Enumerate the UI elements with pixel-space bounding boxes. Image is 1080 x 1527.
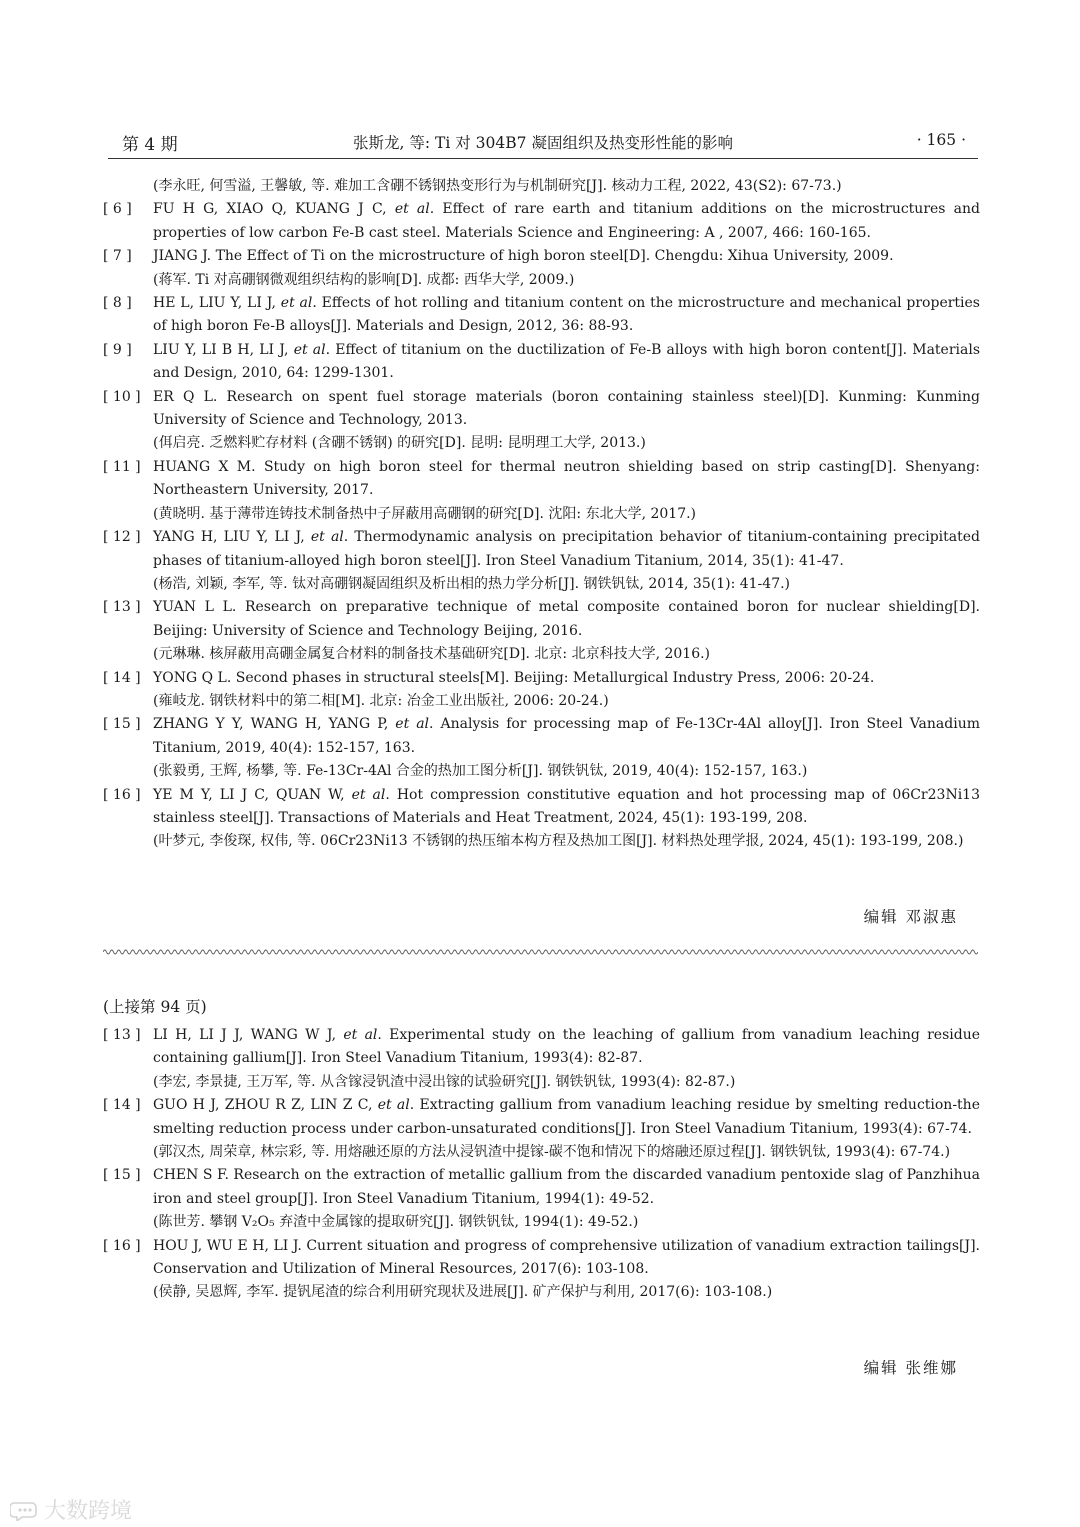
reference-item [100,456,980,526]
reference-item [100,386,980,456]
watermark [10,1494,132,1525]
reference-details: . Analysis for processing map of Fe-13Cr-4Al alloy[J]. Iron Steel Vanadium Titanium, 2019, 40(4): 152-157, 163. [153,716,981,756]
reference-list-bottom [100,1024,980,1305]
reference-english [153,1024,980,1071]
reference-authors: ER Q L. Research on spent fuel storage materials (boron containing stainless steel)[D]. Kunming: Kunming University of Science and Technology, 2013. [153,388,980,429]
reference-authors: HOU J, WU E H, LI J. Current situation and progress of comprehensive utilization of vanadium extraction tailings[J]. Conservation and Utilization of Mineral Resources, 2017(6): 103-108. [153,1237,980,1278]
reference-chinese: (张毅勇, 王辉, 杨攀, 等. Fe-13Cr-4Al 合金的热加工图分析[J]. 钢铁钒钛, 2019, 40(4): 152-157, 163.) [153,763,808,780]
reference-authors: GUO H J, ZHOU R Z, LIN Z C, [153,1097,378,1114]
reference-number: [ 15 ] [103,716,141,733]
reference-chinese: (雍岐龙. 钢铁材料中的第二相[M]. 北京: 冶金工业出版社, 2006: 20-24.) [153,692,609,709]
reference-english [153,1164,980,1211]
reference-english [153,784,980,831]
reference-authors: HE L, LIU Y, LI J, [153,295,281,312]
reference-details: . Effect of rare earth and titanium additions on the microstructures and properties of low carbon Fe-B cast steel. Materials Science and Engineering: A , 2007, 466: 160-165. [153,201,980,241]
reference-authors: YE M Y, LI J C, QUAN W, [153,786,352,803]
reference-number: [ 7 ] [103,248,132,265]
reference-english [153,292,980,339]
reference-authors: LIU Y, LI B H, LI J, [153,341,294,358]
reference-number: [ 16 ] [103,1237,141,1254]
reference-english [153,245,980,268]
reference-item [100,245,980,292]
editor-credit: 编辑 张维娜 [863,1359,958,1377]
reference-number: [ 14 ] [103,669,141,686]
et-al-italic: et al [343,1027,378,1043]
reference-item [100,175,980,198]
reference-number: [ 13 ] [103,599,141,616]
section-divider [103,947,978,957]
reference-item [100,339,980,386]
reference-details: . Effect of titanium on the ductilization of Fe-B alloys with high boron content[J]. Materials and Design, 2010, 64: 1299-1301. [153,341,981,382]
reference-chinese: (黄晓明. 基于薄带连铸技术制备热中子屏蔽用高硼钢的研究[D]. 沈阳: 东北大学, 2017.) [153,505,697,522]
reference-chinese: (叶梦元, 李俊琛, 权伟, 等. 06Cr23Ni13 不锈钢的热压缩本构方程及热加工图[J]. 材料热处理学报, 2024, 45(1): 193-199, 208.) [153,833,964,850]
reference-number: [ 13 ] [103,1027,141,1043]
reference-english [153,596,980,643]
reference-authors: FU H G, XIAO Q, KUANG J C, [153,201,395,218]
reference-number: [ 15 ] [103,1167,141,1184]
running-header [108,128,978,158]
reference-item [100,1024,980,1094]
reference-details: . Hot compression constitutive equation and hot processing map of 06Cr23Ni13 stainless steel[J]. Transactions of Materials and Heat Treatment, 2024, 45(1): 193-199, 208. [153,786,980,826]
reference-authors: JIANG J. The Effect of Ti on the microstructure of high boron steel[D]. Chengdu: Xihua University, 2009. [153,248,894,265]
reference-number: [ 9 ] [103,341,132,358]
reference-item [100,713,980,783]
reference-authors: YANG H, LIU Y, LI J, [153,529,311,546]
reference-item [100,1094,980,1164]
reference-details: . Extracting gallium from vanadium leaching residue by smelting reduction-the smelting reduction process under carbon-unsaturated conditions[J]. Iron Steel Vanadium Titanium, 1993(4): 67-74. [153,1097,980,1137]
reference-english [153,526,980,573]
reference-authors: YONG Q L. Second phases in structural steels[M]. Beijing: Metallurgical Industry Press, 2006: 20-24. [153,669,875,686]
continued-heading: (上接第 94 页) [103,998,207,1016]
reference-authors: HUANG X M. Study on high boron steel for thermal neutron shielding based on strip casting[D]. Shenyang: Northeastern University, 2017. [153,458,980,499]
reference-english [153,667,980,690]
reference-chinese: (侯静, 吴恩辉, 李军. 提钒尾渣的综合利用研究现状及进展[J]. 矿产保护与利用, 2017(6): 103-108.) [153,1284,773,1301]
reference-english [153,456,980,503]
reference-item [100,526,980,596]
et-al-italic: et al [394,201,430,218]
reference-item [100,596,980,666]
header-rule [108,158,978,159]
reference-number: [ 10 ] [103,388,141,405]
issue-number: 第 4 期 [122,135,178,155]
reference-authors: LI H, LI J J, WANG W J, [153,1027,344,1043]
reference-item [100,784,980,854]
running-title: 张斯龙, 等: Ti 对 304B7 凝固组织及热变形性能的影响 [353,134,733,152]
reference-details: . Thermodynamic analysis on precipitation behavior of titanium-containing precipitated phases of titanium-alloyed high boron steel[J]. Iron Steel Vanadium Titanium, 2014, 35(1): 41-47. [153,529,980,569]
reference-number: [ 6 ] [103,201,132,218]
reference-chinese: (佴启亮. 乏燃料贮存材料 (含硼不锈钢) 的研究[D]. 昆明: 昆明理工大学, 2013.) [153,435,646,452]
editor-credit: 编辑 邓淑惠 [863,908,958,926]
reference-authors: ZHANG Y Y, WANG H, YANG P, [153,716,396,733]
et-al-italic: et al [293,341,326,358]
page-number: · 165 · [916,131,966,149]
reference-number: [ 14 ] [103,1097,141,1114]
reference-chinese: (陈世芳. 攀钢 V₂O₅ 弃渣中金属镓的提取研究[J]. 钢铁钒钛, 1994(1): 49-52.) [153,1214,639,1231]
reference-item [100,667,980,714]
reference-chinese: (李永旺, 何雪溢, 王馨敏, 等. 难加工含硼不锈钢热变形行为与机制研究[J]. 核动力工程, 2022, 43(S2): 67-73.) [153,178,842,194]
reference-chinese: (杨浩, 刘颖, 李军, 等. 钛对高硼钢凝固组织及析出相的热力学分析[J]. 钢铁钒钛, 2014, 35(1): 41-47.) [153,575,791,592]
reference-details: . Effects of hot rolling and titanium content on the microstructure and mechanical properties of high boron Fe-B alloys[J]. Materials and Design, 2012, 36: 88-93. [153,295,980,335]
et-al-italic: et al [395,716,430,733]
reference-authors: CHEN S F. Research on the extraction of metallic gallium from the discarded vanadium pentoxide slag of Panzhihua iron and steel group[J]. Iron Steel Vanadium Titanium, 1994(1): 49-52. [153,1167,980,1207]
reference-english [153,386,980,433]
reference-list-top [100,175,980,854]
et-al-italic: et al [351,786,386,803]
reference-item [100,1164,980,1234]
reference-number: [ 12 ] [103,529,141,546]
reference-authors: YUAN L L. Research on preparative technique of metal composite contained boron for nuclear shielding[D]. Beijing: University of Science and Technology Beijing, 2016. [153,599,980,639]
et-al-italic: et al [310,529,344,546]
reference-item [100,1235,980,1305]
reference-chinese: (李宏, 李景捷, 王万军, 等. 从含镓浸钒渣中浸出镓的试验研究[J]. 钢铁钒钛, 1993(4): 82-87.) [153,1073,736,1090]
reference-english [153,198,980,245]
reference-number: [ 11 ] [103,458,141,475]
et-al-italic: et al [377,1097,410,1114]
et-al-italic: et al [280,295,313,312]
reference-number: [ 8 ] [103,295,132,312]
reference-english [153,339,980,386]
reference-details: . Experimental study on the leaching of gallium from vanadium leaching residue containing gallium[J]. Iron Steel Vanadium Titanium, 1993(4): 82-87. [153,1027,981,1067]
reference-english [153,1094,980,1141]
reference-chinese: (元琳琳. 核屏蔽用高硼金属复合材料的制备技术基础研究[D]. 北京: 北京科技大学, 2016.) [153,646,711,663]
reference-english [153,713,980,760]
reference-number: [ 16 ] [103,786,141,803]
reference-chinese: (蒋军. Ti 对高硼钢微观组织结构的影响[D]. 成都: 西华大学, 2009.) [153,271,575,288]
watermark-text: 大数跨境 [44,1499,133,1524]
reference-item [100,292,980,339]
reference-chinese: (郭汉杰, 周荣章, 林宗彩, 等. 用熔融还原的方法从浸钒渣中提镓-碳不饱和情况下的熔融还原过程[J]. 钢铁钒钛, 1993(4): 67-74.) [153,1144,951,1161]
reference-english [153,1235,980,1282]
reference-item [100,198,980,245]
speech-bubble-logo-icon [10,1499,40,1521]
